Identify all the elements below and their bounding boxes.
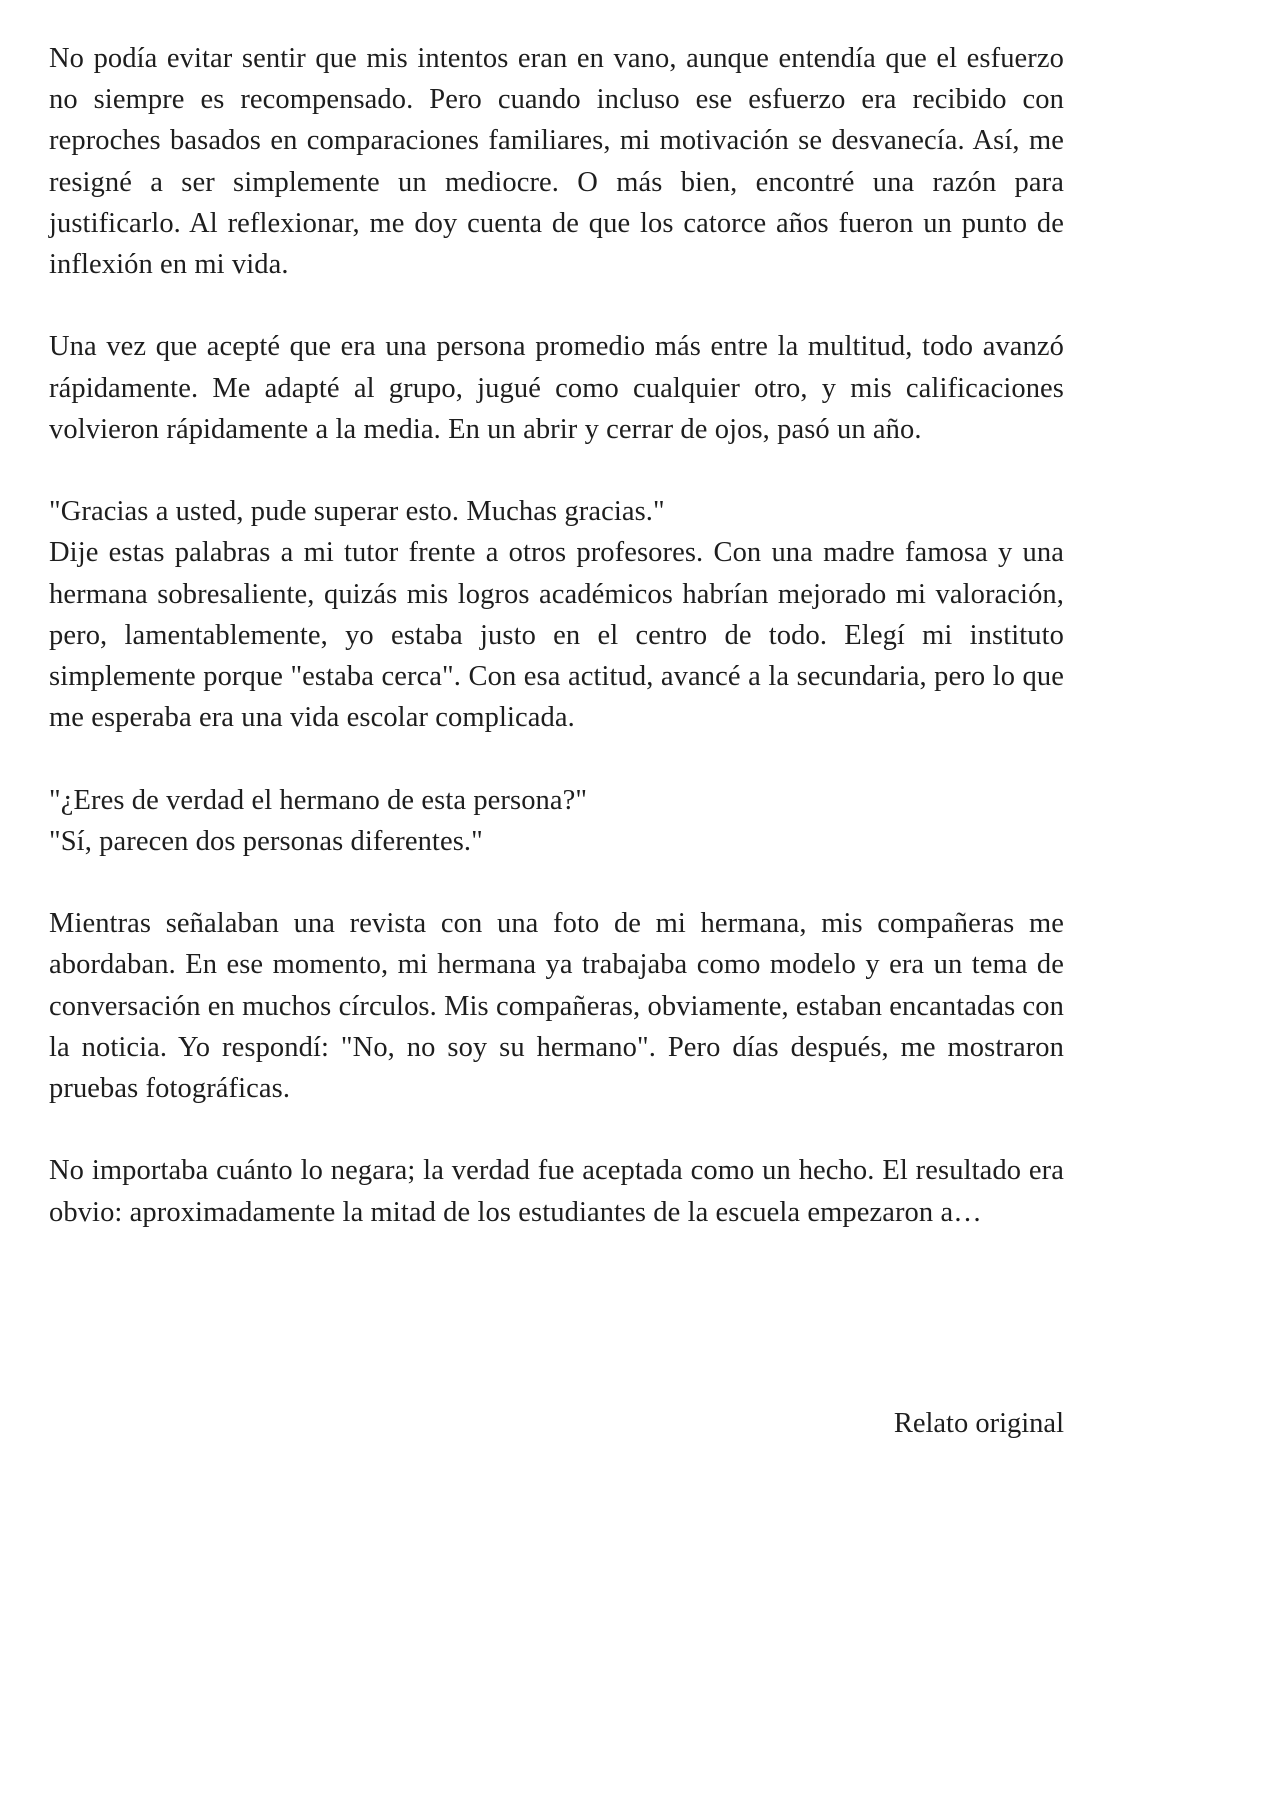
paragraph-esfuerzo: No podía evitar sentir que mis intentos eran en vano, aunque entendía que el esfuerzo no siempre es recompensado. Pero cuando incluso ese esfuerzo era recibido con reproches basados en comparaciones familiares, mi motivación se desvanecía. Así, me resigné a ser simplemente un mediocre. O más bien, encontré una razón para justificarlo. Al reflexionar, me doy cuenta de que los catorce años fueron un punto de inflexión en mi vida.	[49, 43, 1064, 281]
paragraph-tutor-body: Dije estas palabras a mi tutor frente a otros profesores. Con una madre famosa y una hermana sobresaliente, quizás mis logros académicos habrían mejorado mi valoración, pero, lamentablemente, yo estaba justo en el centro de todo. Elegí mi instituto simplemente porque "estaba cerca". Con esa actitud, avancé a la secundaria, pero lo que me esperaba era una vida escolar complicada.	[49, 537, 1064, 734]
paragraph-gracias-tutor	[49, 491, 1064, 738]
paragraph-dialogue-hermano	[49, 780, 1064, 862]
dialogue-parecen: "Sí, parecen dos personas diferentes."	[49, 825, 483, 857]
paragraph-revista: Mientras señalaban una revista con una foto de mi hermana, mis compañeras me abordaban. En ese momento, mi hermana ya trabajaba como modelo y era un tema de conversación en muchos círculos. Mis compañeras, obviamente, estaban encantadas con la noticia. Yo respondí: "No, no soy su hermano". Pero días después, me mostraron pruebas fotográficas.	[49, 908, 1064, 1105]
dialogue-eres-hermano: "¿Eres de verdad el hermano de esta persona?"	[49, 784, 588, 816]
paragraph-persona-promedio: Una vez que acepté que era una persona promedio más entre la multitud, todo avanzó rápidamente. Me adapté al grupo, jugué como cualquier otro, y mis calificaciones volvieron rápidamente a la media. En un abrir y cerrar de ojos, pasó un año.	[49, 331, 1064, 445]
paragraph-verdad: No importaba cuánto lo negara; la verdad fue aceptada como un hecho. El resultado era obvio: aproximadamente la mitad de los estudiantes de la escuela empezaron a…	[49, 1155, 1064, 1228]
dialogue-gracias: "Gracias a usted, pude superar esto. Muchas gracias."	[49, 496, 665, 528]
signature: Relato original	[893, 1408, 1064, 1439]
document-body	[49, 38, 1064, 1274]
